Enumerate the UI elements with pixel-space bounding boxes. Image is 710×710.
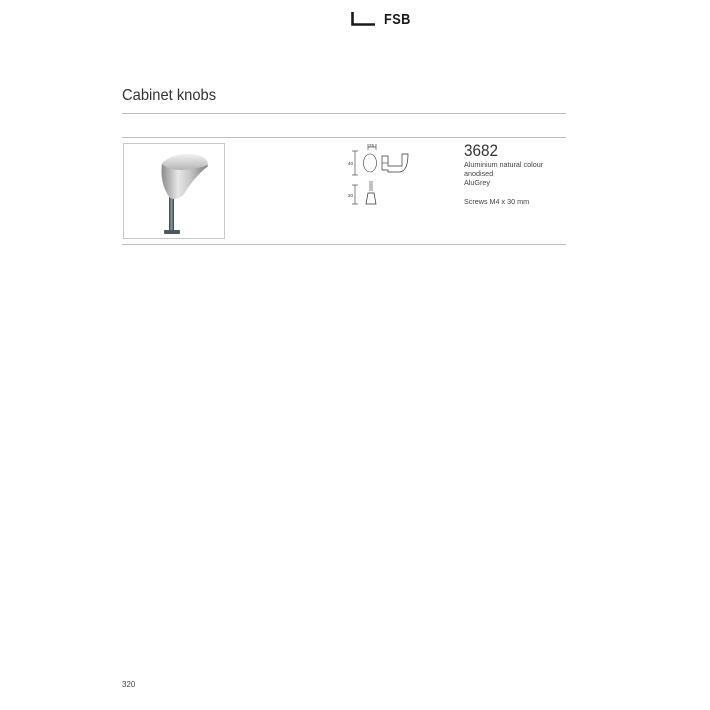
brand-name: FSB [384,10,411,28]
section-title: Cabinet knobs [122,87,217,104]
dim-width-label: 25 [369,143,375,148]
material-line-1: Aluminium natural colour [464,160,544,169]
dimension-drawing [348,141,410,207]
finish-label: AluGrey [464,178,490,187]
row-top-divider [122,137,566,138]
fsb-logo-icon [351,12,375,26]
page-number: 320 [122,680,136,689]
cabinet-knob-icon [124,144,224,238]
title-divider [122,113,566,114]
dim-depth-label: 30 [348,193,354,198]
brand-header [351,10,416,28]
product-number: 3682 [464,141,499,160]
screws-label: Screws M4 x 30 mm [464,197,530,206]
product-photo [123,143,225,239]
material-line-2: anodised [464,169,494,178]
row-bottom-divider [122,244,566,245]
dim-height-label: 40 [348,161,354,166]
